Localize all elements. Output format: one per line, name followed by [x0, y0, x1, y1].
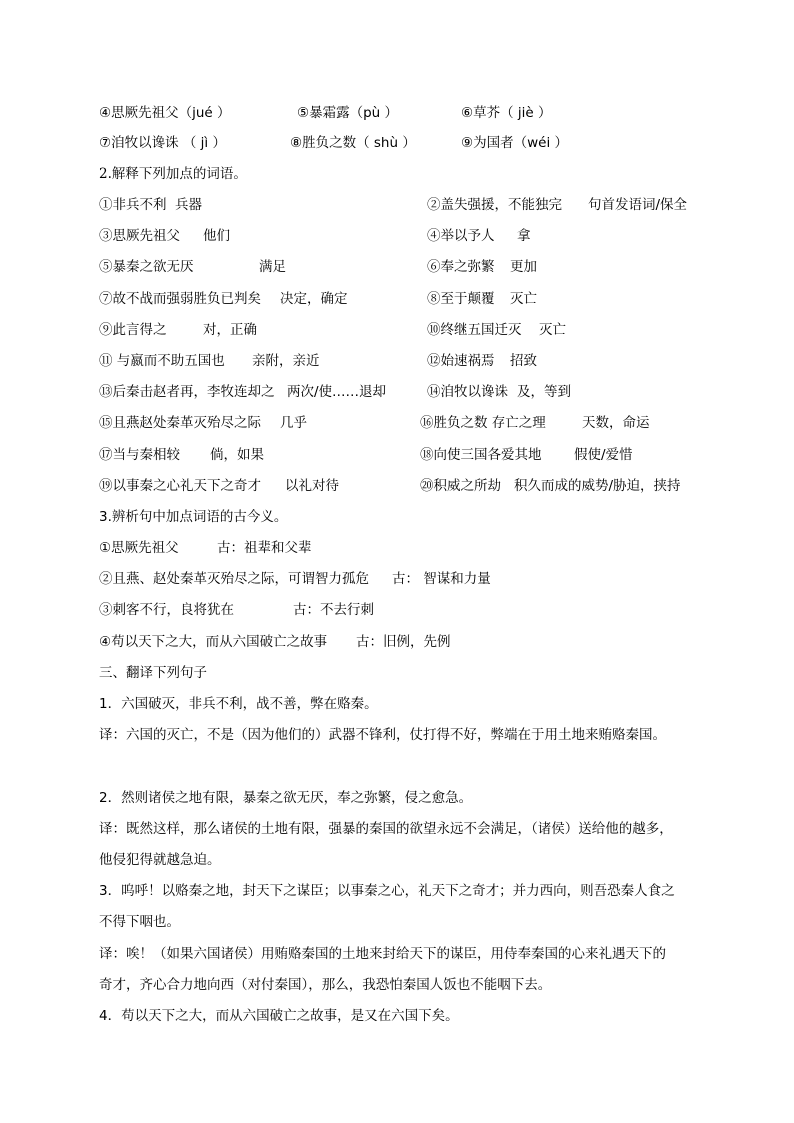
translation: 译：六国的灭亡，不是（因为他们的）武器不锋利，仗打得不好，弊端在于用土地来贿赂秦国。: [99, 727, 666, 743]
translation: 他侵犯得就越急迫。: [99, 852, 221, 868]
part-title: 三、翻译下列句子: [99, 665, 207, 681]
sentence: 3．呜呼！以赂秦之地，封天下之谋臣；以事秦之心，礼天下之奇才；并力西向，则吾恐秦人食之: [99, 883, 675, 899]
pinyin-item: ⑧胜负之数（ shù ）: [290, 135, 416, 151]
document-page: ④思厥先祖父（jué ） ⑤暴霜露（pù ） ⑥草芥（ jiè ） ⑦洎牧以谗诛 （ jì ） ⑧胜负之数（ shù ） ⑨为国者（wéi ） 2.解释下列加点的词语。 ①非兵不利 兵器 ②盖失强援，不能独完 句首发语词/保全 ③思厥先祖父 他们 ④举以予人 拿 ⑤暴秦之欲无厌 满足 ⑥奉之弥繁 更加 ⑦故不战而强弱胜负已判矣 决定，确定 ⑧至于颠覆 灭亡 ⑨此言得之 对，正确 ⑩终继五国迁灭 灭亡 ⑪ 与嬴而不助五国也 亲附，亲近 ⑫始速祸焉 招致 ⑬后秦击赵者再，李牧连却之 两次/使……退却 ⑭洎牧以谗诛 及，等到 ⑮且燕赵处秦革灭殆尽之际 几乎 ⑯胜负之数 存亡之理 天数，命运 ⑰当与秦相较 倘，如果 ⑱向使三国各爱其地 假使/爱惜 ⑲以事秦之心礼天下之奇才 以礼对待 ⑳积威之所劫 积久而成的威势/胁迫，挟持 3.辨析句中加点词语的古今义。 ①思厥先祖父 古：祖辈和父辈 ②且燕、赵处秦革灭殆尽之际，可谓智力孤危 古： 智谋和力量 ③刺客不行，良将犹在 古：不去行刺 ④苟以天下之大，而从六国破亡之故事 古：旧例，先例 三、翻译下列句子 1．六国破灭，非兵不利，战不善，弊在赂秦。 译：六国的灭亡，不是（因为他们的）武器不锋利，仗打得不好，弊端在于用土地来贿赂秦国。 2．然则诸侯之地有限，暴秦之欲无厌，奉之弥繁，侵之愈急。 译：既然这样，那么诸侯的土地有限，强暴的秦国的欲望永远不会满足，（诸侯）送给他的越多， 他侵犯得就越急迫。 3．呜呼！以赂秦之地，封天下之谋臣；以事秦之心，礼天下之奇才；并力西向，则吾恐秦人食之 不得下咽也。 译：唉！（如果六国诸侯）用贿赂秦国的土地来封给天下的谋臣，用侍奉秦国的心来礼遇天下的 奇才，齐心合力地向西（对付秦国），那么，我恐怕秦国人饭也不能咽下去。 4．苟以天下之大，而从六国破亡之故事，是又在六国下矣。: [99, 105, 688, 1024]
pinyin-item: ⑦洎牧以谗诛 （ jì ）: [99, 135, 226, 151]
sentence: 不得下咽也。: [99, 914, 180, 930]
sentence: 2．然则诸侯之地有限，暴秦之欲无厌，奉之弥繁，侵之愈急。: [99, 790, 473, 806]
sentence: 1．六国破灭，非兵不利，战不善，弊在赂秦。: [99, 696, 378, 712]
section-title: 2.解释下列加点的词语。: [99, 166, 247, 182]
translation: 译：既然这样，那么诸侯的土地有限，强暴的秦国的欲望永远不会满足，（诸侯）送给他的越多，: [99, 821, 673, 837]
pinyin-item: ⑤暴霜露（pù ）: [297, 105, 399, 121]
sentence: 4．苟以天下之大，而从六国破亡之故事，是又在六国下矣。: [99, 1008, 459, 1024]
translation: 译：唉！（如果六国诸侯）用贿赂秦国的土地来封给天下的谋臣，用侍奉秦国的心来礼遇天下的: [99, 946, 666, 962]
pinyin-item: ⑨为国者（wéi ）: [461, 135, 568, 151]
pinyin-item: ④思厥先祖父（jué ）: [99, 105, 231, 121]
section-title: 3.辨析句中加点词语的古今义。: [99, 509, 288, 525]
pinyin-item: ⑥草芥（ jiè ）: [461, 105, 552, 121]
translation: 奇才，齐心合力地向西（对付秦国），那么，我恐怕秦国人饭也不能咽下去。: [99, 977, 552, 993]
